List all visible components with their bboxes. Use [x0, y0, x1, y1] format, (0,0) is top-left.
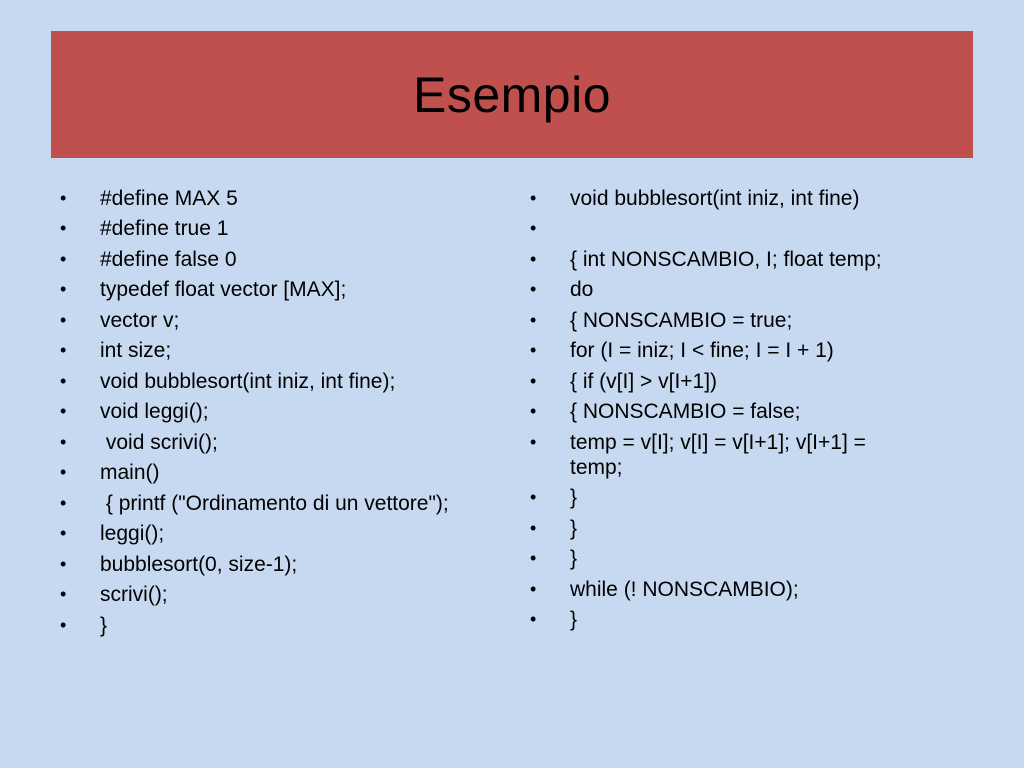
- slide-title: Esempio: [412, 66, 612, 123]
- code-line: • #define true 1: [60, 216, 460, 241]
- code-line: • vector v;: [60, 308, 460, 333]
- code-line: • int size;: [60, 338, 460, 363]
- left-code-list: [60, 180, 460, 638]
- code-line: • }: [530, 546, 920, 571]
- code-line: • do: [530, 277, 920, 302]
- code-line: • scrivi();: [60, 582, 460, 607]
- code-line: • }: [530, 516, 920, 541]
- code-line: • void bubblesort(int iniz, int fine);: [60, 369, 460, 394]
- code-line: • temp = v[I]; v[I] = v[I+1]; v[I+1] = temp;: [530, 430, 920, 480]
- code-line: • }: [60, 613, 460, 638]
- code-line: • { int NONSCAMBIO, I; float temp;: [530, 247, 920, 272]
- code-line: • while (! NONSCAMBIO);: [530, 577, 920, 602]
- code-line: • main(): [60, 460, 460, 485]
- right-code-list: [530, 180, 920, 632]
- code-line: • { NONSCAMBIO = false;: [530, 399, 920, 424]
- code-line: • { if (v[I] > v[I+1]): [530, 369, 920, 394]
- code-line: • { NONSCAMBIO = true;: [530, 308, 920, 333]
- code-line: • #define false 0: [60, 247, 460, 272]
- code-line: • }: [530, 607, 920, 632]
- code-line: • bubblesort(0, size-1);: [60, 552, 460, 577]
- code-line: • typedef float vector [MAX];: [60, 277, 460, 302]
- code-line: • { printf ("Ordinamento di un vettore");: [60, 491, 460, 516]
- code-line: • void bubblesort(int iniz, int fine): [530, 186, 920, 211]
- code-line: • leggi();: [60, 521, 460, 546]
- code-line: • for (I = iniz; I < fine; I = I + 1): [530, 338, 920, 363]
- code-line: • }: [530, 485, 920, 510]
- code-line: • void leggi();: [60, 399, 460, 424]
- code-line: [530, 216, 920, 241]
- code-line: • #define MAX 5: [60, 186, 460, 211]
- title-bar: [51, 31, 973, 158]
- code-line: • void scrivi();: [60, 430, 460, 455]
